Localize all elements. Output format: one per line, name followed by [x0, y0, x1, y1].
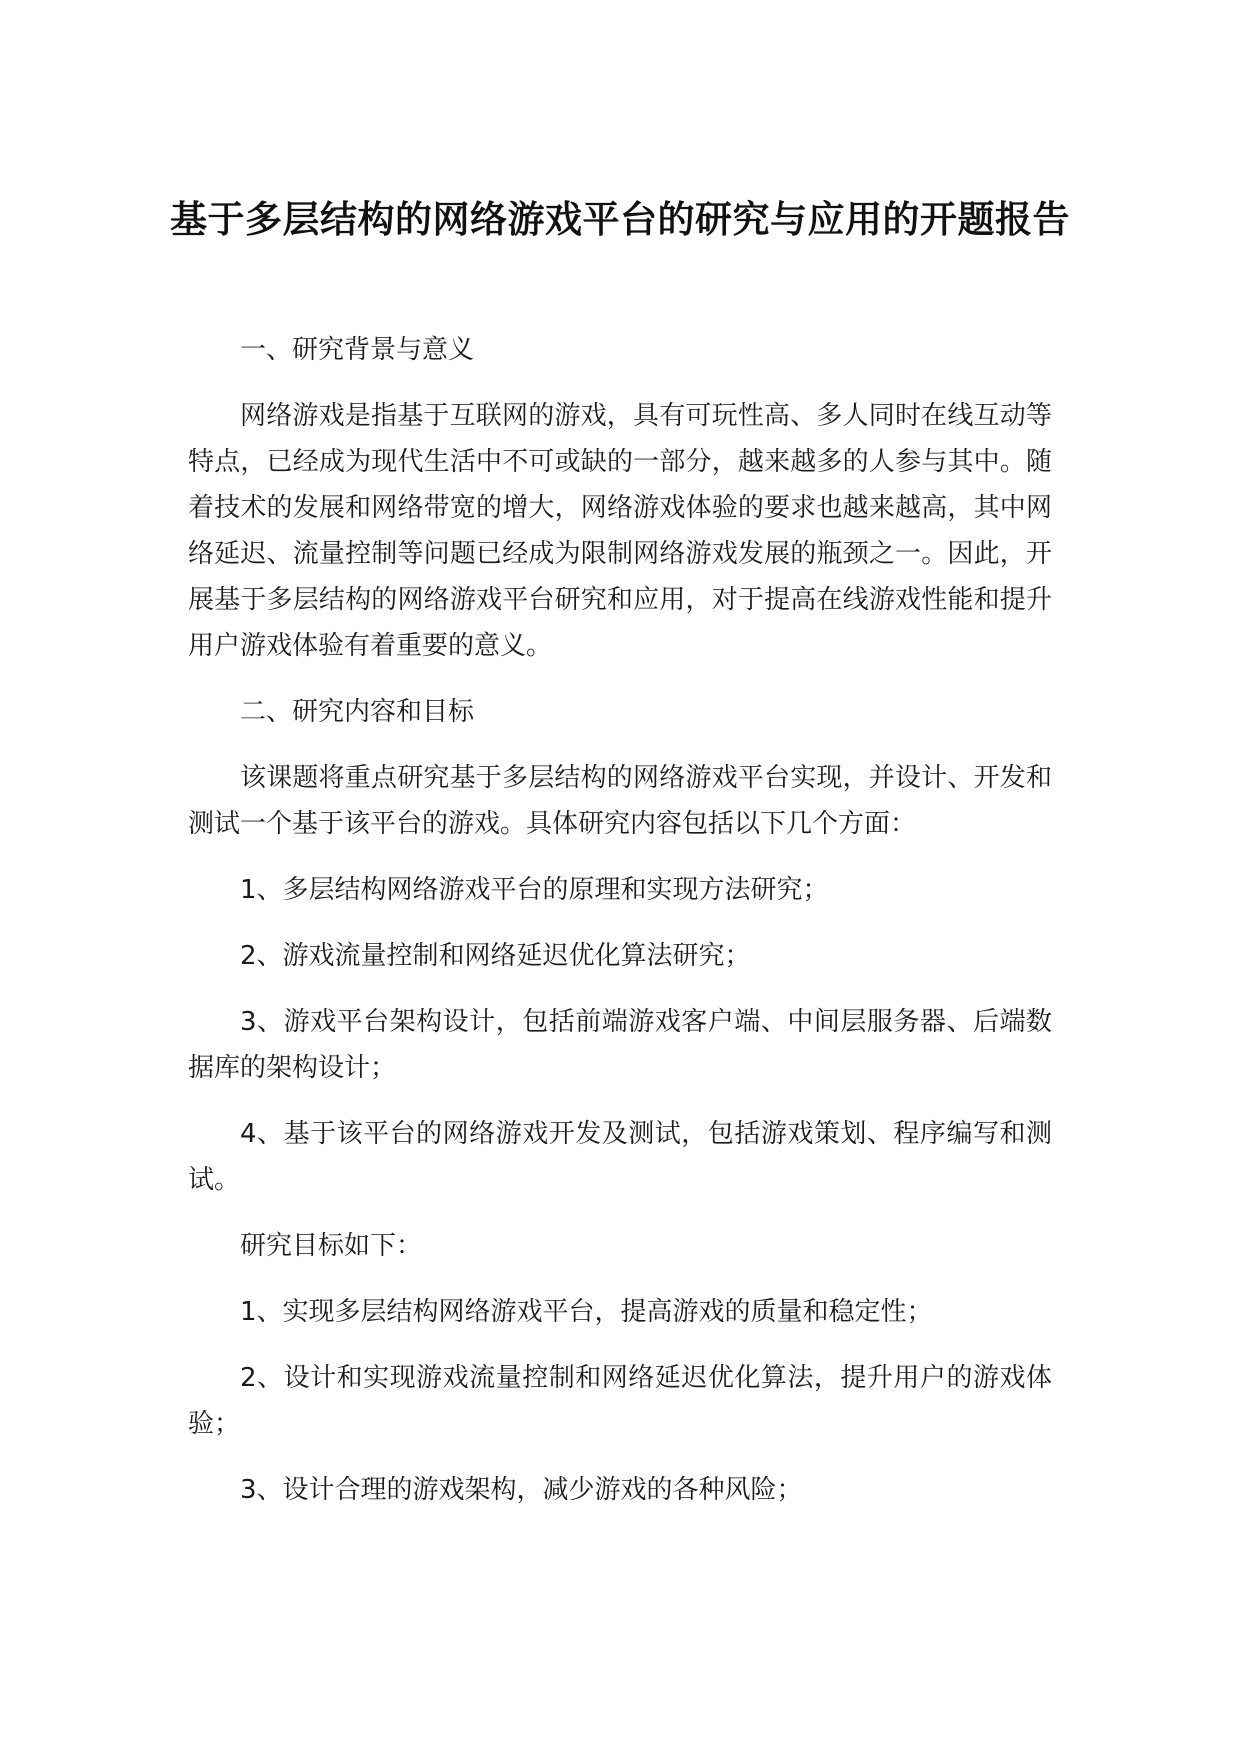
- section-heading-background: 一、研究背景与意义: [240, 335, 475, 365]
- list-item-goal-1: 1、实现多层结构网络游戏平台，提高游戏的质量和稳定性；: [240, 1297, 933, 1327]
- list-item-content-3: 3、游戏平台架构设计，包括前端游戏客户端、中间层服务器、后端数据库的架构设计；: [188, 1007, 1052, 1083]
- document-content: [170, 175, 1070, 1513]
- list-item-content-2: 2、游戏流量控制和网络延迟优化算法研究；: [240, 941, 751, 971]
- goals-intro: 研究目标如下：: [240, 1231, 423, 1261]
- document-title: 基于多层结构的网络游戏平台的研究与应用的开题报告: [170, 198, 1070, 241]
- list-item-content-4: 4、基于该平台的网络游戏开发及测试，包括游戏策划、程序编写和测试。: [188, 1119, 1052, 1195]
- section-heading-content-goals: 二、研究内容和目标: [240, 697, 475, 727]
- paragraph-content-intro: 该课题将重点研究基于多层结构的网络游戏平台实现，并设计、开发和测试一个基于该平台的游戏。具体研究内容包括以下几个方面：: [188, 763, 1052, 839]
- list-item-goal-3: 3、设计合理的游戏架构，减少游戏的各种风险；: [240, 1475, 803, 1505]
- list-item-goal-2: 2、设计和实现游戏流量控制和网络延迟优化算法，提升用户的游戏体验；: [188, 1363, 1052, 1439]
- list-item-content-1: 1、多层结构网络游戏平台的原理和实现方法研究；: [240, 875, 829, 905]
- paragraph-background: 网络游戏是指基于互联网的游戏，具有可玩性高、多人同时在线互动等特点，已经成为现代生活中不可或缺的一部分，越来越多的人参与其中。随着技术的发展和网络带宽的增大，网络游戏体验的要求也越来越高，其中网络延迟、流量控制等问题已经成为限制网络游戏发展的瓶颈之一。因此，开展基于多层结构的网络游戏平台研究和应用，对于提高在线游戏性能和提升用户游戏体验有着重要的意义。: [188, 401, 1052, 661]
